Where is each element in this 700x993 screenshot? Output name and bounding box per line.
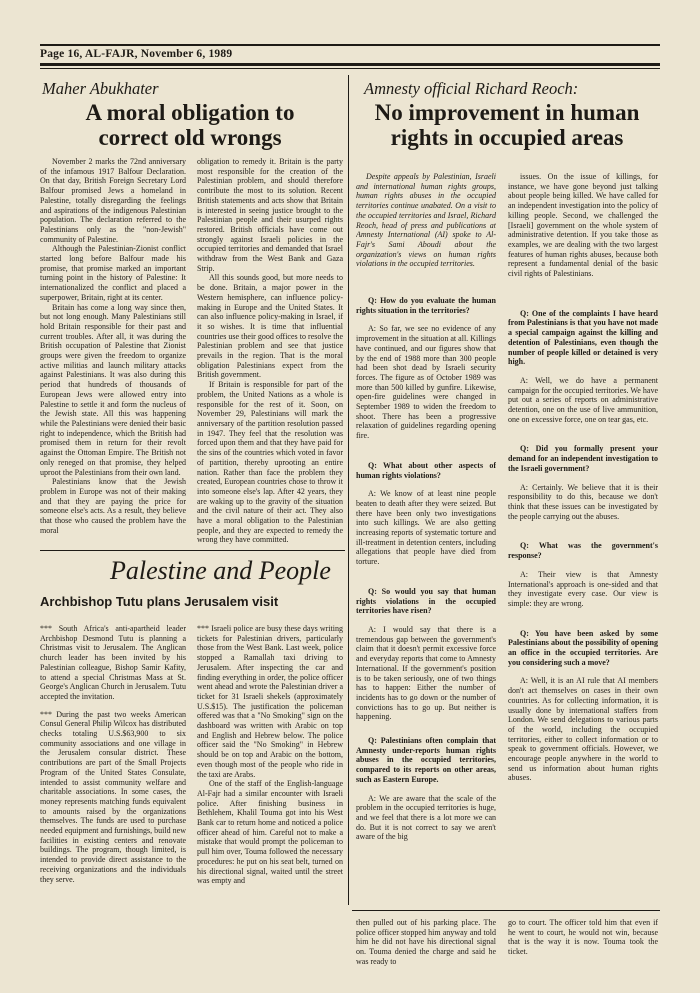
pp-col3 xyxy=(356,918,496,966)
pp-item: *** During the past two weeks American Consul General Philip Wilcox has distributed checks totaling U.S.$63,900 to six community associations and one village in the Jerusalem consular district. These contributions are part of the Small Projects Program of the United States Consulate, intended to assist community welfare and charitable associations. In some cases, the money represents matching funds equivalent to amounts raised by the organizations themselves. The funds are used to purchase needed equipment and furnishings, build new facilities in existing centers and renovate buildings. The program, though limited, is intended to provide direct assistance to the receiving organizations and the individuals they serve. xyxy=(40,709,186,884)
left-col2-para: obligation to remedy it. Britain is the party most responsible for the creation of the Palestinian problem, and should therefore contribute the most to its solution. Recent British statements and acts show that Britain is interested in seeing justice brought to the Palestinian people and their usurped rights restored. British officials have come out strongly against Israeli policies in the occupied territories and demanded that Israel withdraw from the West Bank and Gaza Strip. xyxy=(197,157,343,273)
interview-answer: A: We know of at least nine people beaten to death after they were seized. But there have been only two investigations into such killings. We are also getting increasing reports of systematic torture and ill-treatment in detention centers, including allegations that people have died from torture. xyxy=(356,489,496,567)
interview-answer: A: Their view is that Amnesty International's approach is one-sided and that they investigate every case. Our view is simple: they are wrong. xyxy=(508,569,658,608)
interview-question: Q: So would you say that human rights violations in the occupied territories have risen? xyxy=(356,586,496,616)
interview-answer: A: Well, we do have a permanent campaign for the occupied territories. We have put out a series of reports on administrative detention, one on the use of live ammunition, one on excessive force, one on tear gas, etc. xyxy=(508,375,658,424)
pp-continuation: then pulled out of his parking place. The police officer stopped him anyway and told him he did not have his directional signal on. Touma denied the charge and said he was ready to xyxy=(356,918,496,966)
left-headline xyxy=(40,101,340,151)
interview-question: Q: Did you formally present your demand for an independent investigation to the Israeli government? xyxy=(508,444,658,473)
interview-answer: A: Well, it is an AI rule that AI members don't act themselves on cases in their own countries. As for collecting information, it is usually done by international staffers from London. We send delegations to various parts of the world, including the occupied territories, either to collect information or to speak to government officials. However, we encourage people anywhere in the world to send us information about human rights abuses. xyxy=(508,676,658,783)
column-divider xyxy=(348,75,349,905)
left-article-col2 xyxy=(197,157,343,567)
left-col1-para: Although the Palestinian-Zionist conflict started long before Balfour made his promise, that promise marked an important turning point in the history of Palestine: It internationalized the conflict and placed a superpower, Britain, right at its center. xyxy=(40,244,186,302)
section-title: Palestine and People xyxy=(110,556,331,585)
pp-item: One of the staff of the English-language Al-Fajr had a similar encounter with Israeli police. After finishing business in Bethlehem, Khalil Touma got into his West Bank car to return home and noticed a police officer ahead of him. Careful not to make a mistake that would prompt the policeman to pull him over, Touma followed the necessary procedures: he put on his seat belt, turned on his directional signal, waited until the street was empty and xyxy=(197,779,343,886)
interview-answer: issues. On the issue of killings, for instance, we have gone beyond just talking about people being killed. We have called for an independent investigation into the policy of killing people. Second, we challenged the [Israeli] government on the whole system of administrative detention. If you take those as examples, we are dealing with the two largest features of human rights abuses, because both represent a fundamental denial of the basic civil rights of Palestinians. xyxy=(508,172,658,279)
left-col1-para: Britain has come a long way since then, but not long enough. Many Palestinians still hold Britain responsible for their past and current troubles. After all, it was during the British occupation of Palestine that Zionist groups were given the freedom to organize active militias and launch military attacks against Palestinians. It was also during this period that hundreds of thousands of European Jews were allowed entry into Palestine to settle it and form the nucleus of the Jewish state. All this was happening while the Palestinians were denied their basic right to independence, which the British had promised them in return for their revolt against the Ottoman Empire. The British not only reneged on that promise, they helped uproot the Palestinians from their own land. xyxy=(40,302,186,477)
interview-question: Q: Palestinians often complain that Amnesty under-reports human rights abuses in the occupied territories, compared to its reports on other areas, such as Eastern Europe. xyxy=(356,736,496,784)
pp-col4 xyxy=(508,918,658,966)
page-folio: Page 16, AL-FAJR, November 6, 1989 xyxy=(40,48,233,60)
top-rule xyxy=(40,44,660,46)
left-col1-para: Palestinians know that the Jewish problem in Europe was not of their making and that they are paying the price for someone else's acts. As a result, they believe that those who caused the problem have the moral xyxy=(40,477,186,535)
interview-question: Q: What was the government's response? xyxy=(508,541,658,561)
left-byline: Maher Abukhater xyxy=(42,79,159,98)
header-rule xyxy=(40,63,660,66)
pp-continuation: go to court. The officer told him that even if he went to court, he would not win, because that is the way it is now. Touma took the ticket. xyxy=(508,918,658,957)
interview-intro-text: Despite appeals by Palestinian, Israeli and international human rights groups, human rights abuses in the occupied territories continue unabated. On a visit to the occupied territories and Israel, Richard Reoch, head of press and publications at Amnesty International (AI) spoke to Al-Fajr's Sami Aboudi about the organization's views on human rights violations in the occupied territories. xyxy=(356,172,496,269)
left-col2-para: All this sounds good, but more needs to be done. Britain, a major power in the Western hemisphere, can influence policy-making in Europe and the United States. It can also influence policy-making in Israel, if it so wishes. It is time that influential countries use their good offices to resolve the Palestinian problem and see that justice prevails in the region. That is the moral obligation Palestinians expect from the British government. xyxy=(197,273,343,380)
interview-question: Q: What about other aspects of human rights violations? xyxy=(356,460,496,480)
left-col1-para: November 2 marks the 72nd anniversary of the infamous 1917 Balfour Declaration. On that day, British Foreign Secretary Lord Balfour promised Jews a homeland in Palestine, totally disregarding the feelings and aspirations of the indigenous Palestinian population. The declaration referred to the Palestinians only as the "non-Jewish" community of Palestine. xyxy=(40,157,186,244)
pp-col1 xyxy=(40,624,186,924)
interview-col-a xyxy=(356,296,496,888)
interview-col-b xyxy=(508,172,658,888)
interview-question: Q: One of the complaints I have heard from Palestinians is that you have not made a special campaign against the killing and detention of Palestinians, even though the number of people killed or detained is very high. xyxy=(508,308,658,367)
interview-answer: A: I would say that there is a tremendous gap between the government's claim that it doesn't permit excessive force and everyday reports that come to Amnesty International. If the government's position is to be taken seriously, one of two things has to happen: Either the number of incidents has to go down or the number of convictions has to go up. But neither is happening. xyxy=(356,624,496,722)
interview-question: Q: How do you evaluate the human rights situation in the territories? xyxy=(356,296,496,315)
section-rule xyxy=(40,550,345,551)
interview-answer: A: Certainly. We believe that it is their responsibility to do this, because we don't think that these issues can be investigated by the people carrying out the abuses. xyxy=(508,482,658,521)
right-kicker: Amnesty official Richard Reoch: xyxy=(364,79,579,98)
interview-answer: A: So far, we see no evidence of any improvement in the situation at all. Killings have continued, and our figures show that by the end of 1988 more than 300 people had been shot dead by Israeli security forces. The figure as of October 1989 was more than 500 killed by gunfire. Likewise, open-fire guidelines were changed in September 1989 to widen the freedom to shoot. There has been a progressive relaxation of guidelines regarding opening fire. xyxy=(356,324,496,441)
bottom-rule xyxy=(352,910,660,911)
header-rule-thin xyxy=(40,68,660,69)
interview-question: Q: You have been asked by some Palestinians about the possibility of opening an office in the occupied territories. Are you considering such a move? xyxy=(508,628,658,667)
right-headline xyxy=(354,101,660,151)
pp-item: *** Israeli police are busy these days writing tickets for Palestinian drivers, particularly those from the West Bank. Last week, police stopped a Ramallah taxi driving to Jerusalem. After inspecting the car and finding everything in order, the police officer went ahead and wrote the Palestinian driver a ticket for 31 Israeli shekels (approximately U.S.$15). The justification the policeman offered was that a "No Smoking" sign on the dashboard was written with Arabic on top and English and Hebrew below. The police officer said the "No Smoking" in Hebrew should be on top and Arabic on the bottom, even though most of the people who ride in the taxi are Arabs. xyxy=(197,624,343,779)
section-subhead: Archbishop Tutu plans Jerusalem visit xyxy=(40,594,279,609)
left-article-col1 xyxy=(40,157,186,567)
left-headline-line2: correct old wrongs xyxy=(98,124,282,150)
left-col2-para: If Britain is responsible for part of the problem, the United Nations as a whole is responsible for the rest of it. Soon, on November 29, Palestinians will mark the anniversary of the partition resolution passed in 1947. They feel that the resolution was forced upon them and that they have paid for the sins of the countries which voted in favor of partition, thereby uprooting an entire nation. Rather than face the problem they created, European countries chose to throw it into someone else's lap. After 42 years, they are waking up to the gravity of the situation and the civil nature of their act. They also have a moral obligation to the Palestinian people, and they are expected to remedy the wrong they have committed. xyxy=(197,380,343,545)
interview-intro xyxy=(356,172,496,284)
right-headline-line1: No improvement in human xyxy=(374,100,640,125)
right-headline-line2: rights in occupied areas xyxy=(390,124,624,150)
interview-answer: A: We are aware that the scale of the problem in the occupied territories is huge, and we feel that there is a lot more we can do. But it is not correct to say we aren't aware of the big xyxy=(356,793,496,842)
pp-item: *** South Africa's anti-apartheid leader Archbishop Desmond Tutu is planning a Christmas visit to Jerusalem. The Anglican church leader has been invited by his Palestinian colleague, Bishop Samir Kafity, to attend a special Christmas Mass at St. George's Anglican Church in Jerusalem. Tutu accepted the invitation. xyxy=(40,624,186,701)
left-headline-line1: A moral obligation to xyxy=(85,100,295,125)
pp-col2 xyxy=(197,624,343,954)
